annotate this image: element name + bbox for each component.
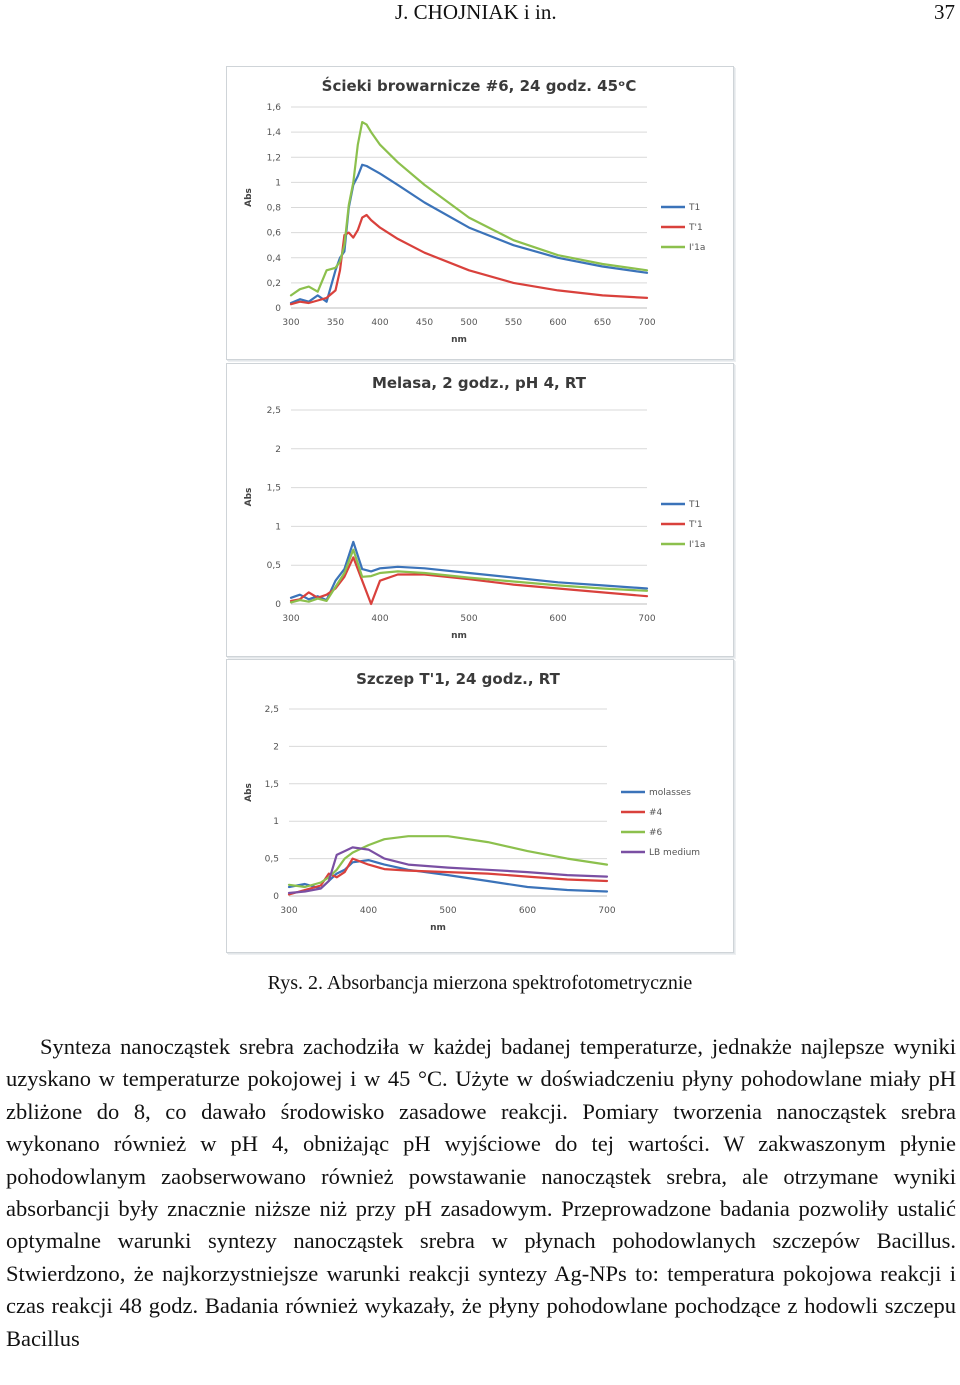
chart-title: Melasa, 2 godz., pH 4, RT: [371, 374, 587, 392]
legend-label: #4: [649, 808, 663, 818]
x-tick-label: 400: [359, 906, 378, 916]
x-tick-label: 300: [280, 906, 298, 916]
y-tick-label: 1: [273, 817, 279, 828]
series-line-1: [291, 557, 647, 604]
x-tick-label: 300: [282, 614, 300, 624]
chart-title: Ścieki browarnicze #6, 24 godz. 45ᵒC: [321, 77, 637, 95]
x-tick-label: 600: [518, 906, 537, 916]
legend-label: LB medium: [649, 848, 701, 858]
x-tick-label: 700: [638, 318, 656, 328]
series-line-0: [289, 860, 607, 891]
x-tick-label: 400: [371, 614, 389, 624]
legend-label: I'1a: [689, 243, 706, 253]
y-axis-label: Abs: [244, 188, 254, 207]
y-tick-label: 0,5: [266, 561, 281, 572]
x-tick-label: 500: [460, 614, 478, 624]
running-head-author: J. CHOJNIAK i in.: [395, 0, 557, 24]
x-tick-label: 500: [439, 906, 457, 916]
y-tick-label: 0: [275, 304, 281, 314]
body-text: [6, 1031, 956, 1355]
y-tick-label: 0,4: [266, 253, 281, 264]
x-tick-label: 700: [638, 614, 656, 624]
y-tick-label: 0,8: [266, 203, 281, 214]
x-axis-label: nm: [430, 923, 446, 933]
y-tick-label: 2: [275, 444, 281, 455]
x-tick-label: 350: [326, 318, 345, 328]
chart-molasses: [226, 363, 734, 657]
chart-title: Szczep T'1, 24 godz., RT: [356, 670, 560, 688]
page-number: 37: [934, 0, 955, 24]
chart-svg-3: [227, 660, 733, 952]
y-tick-label: 0,2: [266, 278, 281, 289]
legend-label: T'1: [689, 520, 703, 530]
x-tick-label: 450: [415, 318, 434, 328]
y-tick-label: 1,5: [266, 483, 281, 494]
y-tick-label: 0,6: [266, 228, 281, 239]
legend-label: #6: [649, 828, 663, 838]
x-tick-label: 400: [371, 318, 389, 328]
x-tick-label: 700: [598, 906, 616, 916]
y-tick-label: 2,5: [266, 406, 281, 416]
y-tick-label: 0: [273, 892, 279, 902]
legend-label: T1: [689, 203, 701, 213]
y-axis-label: Abs: [244, 487, 254, 507]
legend-label: T1: [689, 500, 701, 510]
chart-strain: [226, 659, 734, 953]
x-tick-label: 600: [549, 318, 567, 328]
x-tick-label: 300: [282, 318, 300, 328]
x-tick-label: 500: [460, 318, 478, 328]
legend-label: molasses: [649, 788, 691, 798]
x-tick-label: 600: [549, 614, 567, 624]
legend-label: T'1: [689, 223, 703, 233]
y-axis-label: Abs: [244, 783, 254, 802]
chart-svg-2: [227, 364, 733, 656]
page-header: [0, 0, 960, 28]
y-tick-label: 1: [275, 522, 281, 533]
chart-brewery-wastewater: [226, 66, 734, 360]
x-tick-label: 650: [593, 318, 612, 328]
x-axis-label: nm: [451, 631, 467, 641]
y-tick-label: 1: [275, 178, 281, 189]
chart-svg-1: [227, 67, 733, 359]
y-tick-label: 1,5: [264, 779, 279, 790]
y-tick-label: 2: [273, 742, 279, 753]
x-axis-label: nm: [451, 335, 467, 345]
figure-caption: Rys. 2. Absorbancja mierzona spektrofotometrycznie: [267, 972, 693, 994]
y-tick-label: 2,5: [264, 705, 279, 715]
y-tick-label: 0,5: [264, 854, 279, 865]
body-paragraph: Synteza nanocząstek srebra zachodziła w każdej badanej temperaturze, jednakże najlepsze wyniki uzyskano w temperaturze pokojowej i w 45 °C. Użyte w doświadczeniu płyny pohodowlane miały pH zbliżone do 8, co dawało środowisko zasadowe reakcji. Pomiary tworzenia nanocząstek srebra wykonano również w pH 4, obniżając pH wyjściowe do tej wartości. W zakwaszonym płynie pohodowlanym zaobserwowano również powstawanie nanocząstek srebra, ale otrzymane wyniki absorbancji były znacznie niższe niż przy pH zasadowym. Przeprowadzone badania pozwoliły ustalić optymalne warunki syntezy nanocząstek srebra w płynach pohodowlanych szczepów Bacillus. Stwierdzono, że najkorzystniejsze warunki reakcji syntezy Ag-NPs to: temperatura pokojowa reakcji i czas reakcji 48 godz. Badania również wykazały, że płyny pohodowlane pochodzące z hodowli szczepu Bacillus: [6, 1034, 956, 1351]
y-tick-label: 1,2: [266, 153, 281, 164]
legend-label: I'1a: [689, 540, 706, 550]
y-tick-label: 0: [275, 600, 281, 610]
x-tick-label: 550: [504, 318, 523, 328]
y-tick-label: 1,4: [266, 128, 281, 139]
y-tick-label: 1,6: [266, 103, 281, 113]
